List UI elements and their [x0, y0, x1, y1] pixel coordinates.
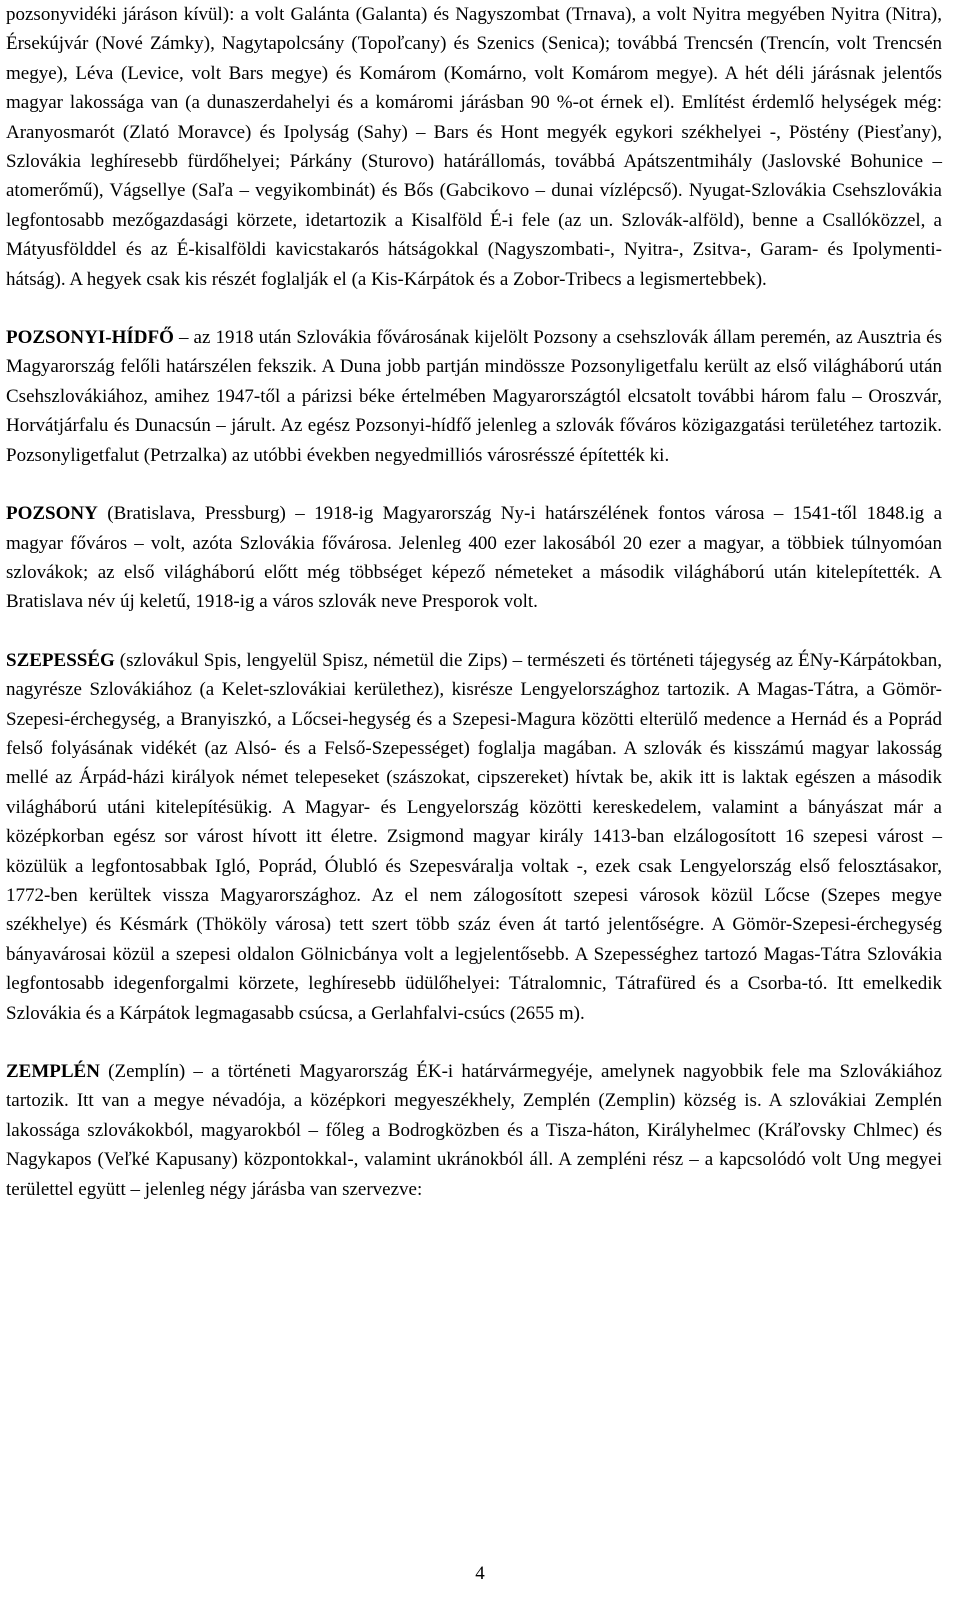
paragraph-text: – az 1918 után Szlovákia fővárosának kijelölt Pozsony a csehszlovák állam peremén, az Ausztria és Magyarország felőli határszélen fekszik. A Duna jobb partján mindössze Pozsonyligetfalu került az első világháború után Csehszlovákiához, amihez 1947-től a párizsi béke értelmében Magyarországtól elcsatolt további három falu – Oroszvár, Horvátjárfalu és Dunacsún – járult. Az egész Pozsonyi-hídfő jelenleg a szlovák főváros közigazgatási területéhez tartozik. Pozsonyligetfalut (Petrzalka) az utóbbi években negyedmilliós városrésszé építették ki. [6, 327, 942, 466]
entry-term-pozsony: POZSONY [6, 503, 98, 525]
page-number: 4 [475, 1563, 485, 1584]
paragraph-text: (szlovákul Spis, lengyelül Spisz, németül die Zips) – természeti és történeti tájegység az ÉNy-Kárpátokban, nagyrésze Szlovákiához (a Kelet-szlovákiai kerülethez), kisrésze Lengyelországhoz tartozik. A Magas-Tátra, a Gömör-Szepesi-érchegység, a Branyiszkó, a Lőcsei-hegység és a Szepesi-Magura közötti elterülő medence a Hernád és a Poprád felső folyásának vidékét (az Alsó- és a Felső-Szepességet) foglalja magában. A szlovák és kisszámú magyar lakosság mellé az Árpád-házi királyok német telepeseket (szászokat, cipszereket) hívtak be, akik itt is laktak egészen a második világháború utáni kitelepítésükig. A Magyar- és Lengyelország közötti kereskedelem, valamint a bányászat már a középkorban egész sor várost hívott itt életre. Zsigmond magyar király 1413-ban elzálogosított 16 szepesi várost – közülük a legfontosabbak Igló, Poprád, Ólubló és Szepesváralja voltak -, ezek csak Lengyelország első felosztásakor, 1772-ben kerültek vissza Magyarországhoz. Az el nem zálogosított szepesi városok közül Lőcse (Szepes megye székhelye) és Késmárk (Thököly városa) tett szert több száz éven át tartó jelentőségre. A Gömör-Szepesi-érchegység bányavárosai közül a szepesi oldalon Gölnicbánya volt a legjelentősebb. A Szepességhez tartozó Magas-Tátra Szlovákia legfontosabb idegenforgalmi körzete, leghíresebb üdülőhelyei: Tátralomnic, Tátrafüred és a Csorba-tó. Itt emelkedik Szlovákia és a Kárpátok legmagasabb csúcsa, a Gerlahfalvi-csúcs (2655 m). [6, 649, 942, 1024]
entry-term-szepesseg: SZEPESSÉG [6, 649, 115, 671]
document-page [6, 0, 942, 1204]
paragraph-text: (Bratislava, Pressburg) – 1918-ig Magyarország Ny-i határszélének fontos városa – 1541-től 1848.ig a magyar főváros – volt, azóta Szlovákia fővárosa. Jelenleg 400 ezer lakosából 20 ezer a magyar, a többiek túlnyomóan szlovákok; az első világháború előtt még többséget képező németeket a második világháború után kitelepítették. A Bratislava név új keletű, 1918-ig a város szlovák neve Presporok volt. [6, 503, 942, 613]
paragraph-text: pozsonyvidéki járáson kívül): a volt Galánta (Galanta) és Nagyszombat (Trnava), a volt Nyitra megyében Nyitra (Nitra), Érsekújvár (Nové Zámky), Nagytapolcsány (Topoľcany) és Szenics (Senica); továbbá Trencsén (Trencín, volt Trencsén megye), Léva (Levice, volt Bars megye) és Komárom (Komárno, volt Komárom megye). A hét déli járásnak jelentős magyar lakossága van (a dunaszerdahelyi és a komáromi járásban 90 %-ot érnek el). Említést érdemlő helységek még: Aranyosmarót (Zlató Moravce) és Ipolyság (Sahy) – Bars és Hont megyék egykori székhelyei -, Pöstény (Piesťany), Szlovákia leghíresebb fürdőhelyei; Párkány (Sturovo) határállomás, továbbá Apátszentmihály (Jaslovské Bohunice – atomerőmű), Vágsellye (Saľa – vegyikombinát) és Bős (Gabcikovo – dunai vízlépcső). Nyugat-Szlovákia Csehszlovákia legfontosabb mezőgazdasági körzete, idetartozik a Kisalföld É-i fele (az un. Szlovák-alföld), benne a Csallóközzel, a Mátyusfölddel és az É-kisalföldi kavicstakarós hátságokkal (Nagyszombati-, Nyitra-, Zsitva-, Garam- és Ipolymenti-hátság). A hegyek csak kis részét foglalják el (a Kis-Kárpátok és a Zobor-Tribecs a legismertebbek). [6, 4, 942, 290]
paragraph-szepesseg [6, 646, 942, 1028]
paragraph-pozsonyi-hidfo [6, 323, 942, 470]
paragraph-zemplen [6, 1057, 942, 1204]
paragraph-pozsony [6, 499, 942, 617]
paragraph-text: (Zemplín) – a történeti Magyarország ÉK-i határvármegyéje, amelynek nagyobbik fele ma Szlovákiához tartozik. Itt van a megye névadója, a középkori megyeszékhely, Zemplén (Zemplin) község is. A szlovákiai Zemplén lakossága szlovákokból, magyarokból – főleg a Bodrogközben és a Tisza-háton, Királyhelmec (Kráľovsky Chlmec) és Nagykapos (Veľké Kapusany) központokkal-, valamint ukránokból áll. A zempléni rész – a kapcsolódó volt Ung megyei területtel együtt – jelenleg négy járásba van szervezve: [6, 1061, 942, 1200]
entry-term-pozsonyi-hidfo: POZSONYI-HÍDFŐ [6, 327, 174, 349]
entry-term-zemplen: ZEMPLÉN [6, 1061, 100, 1082]
paragraph-west-slovakia [6, 0, 942, 294]
